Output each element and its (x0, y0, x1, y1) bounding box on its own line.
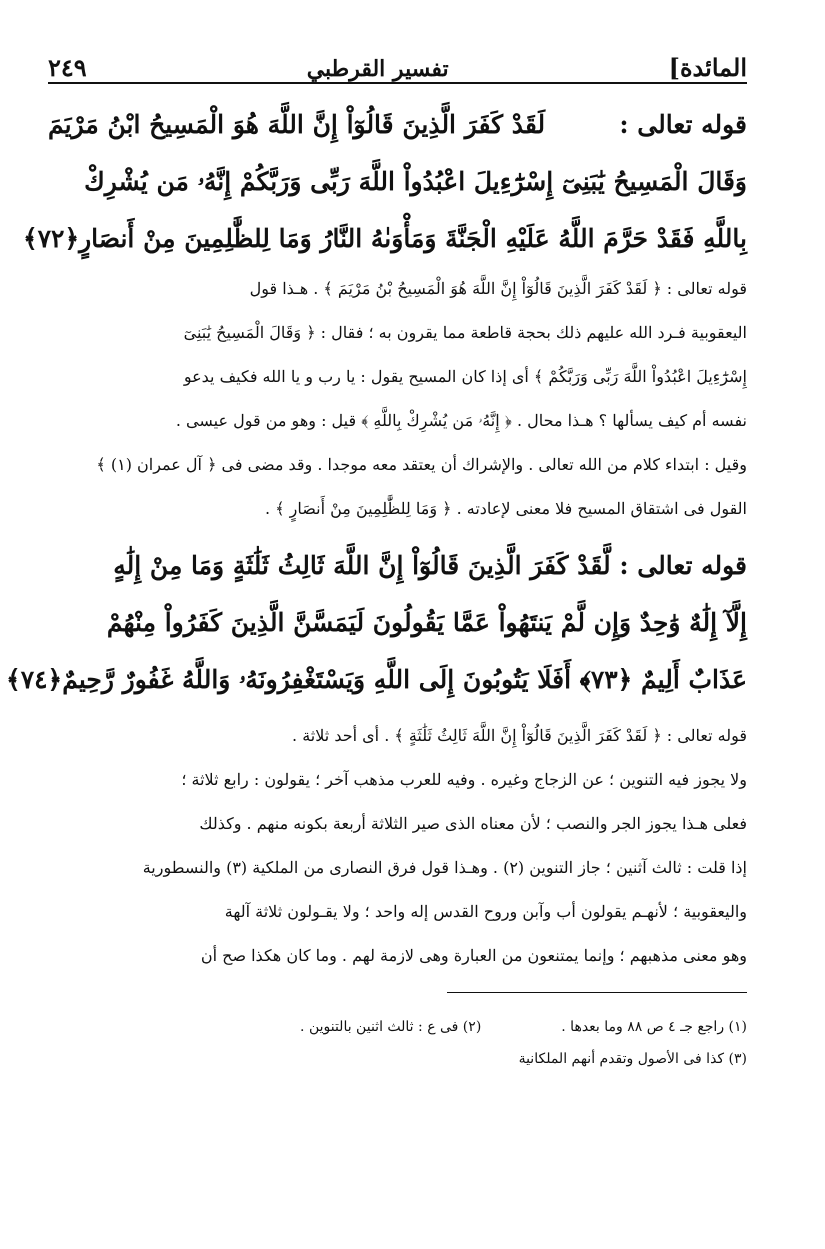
footnote-row (48, 1043, 747, 1075)
footnote-divider (447, 992, 747, 993)
verse-number: ﴿٧٢﴾ (22, 224, 80, 253)
verse-number: ﴿٧٤﴾ (6, 665, 63, 694)
running-header (48, 30, 747, 84)
commentary-line: إِسْرَٰٓءِيلَ اعْبُدُواْ اللَّهَ رَبِّى وَرَبَّكُمْ ﴾ أى إذا كان المسيح يقول : يا رب و يا الله فكيف يدعو (183, 367, 747, 386)
verse-line: إِلَّآ إِلَٰهٌ وَٰحِدٌ وَإِن لَّمْ يَنتَهُواْ عَمَّا يَقُولُونَ لَيَمَسَّنَّ الَّذِينَ كَفَرُواْ مِنْهُمْ (106, 608, 747, 637)
book-title: تفسير القرطبي (306, 56, 449, 82)
commentary-line: قوله تعالى : ﴿ لَقَدْ كَفَرَ الَّذِينَ قَالُوٓاْ إِنَّ اللَّهَ ثَالِثُ ثَلَٰثَةٍ ﴾ . أى أحد ثلاثة . (292, 726, 747, 745)
commentary-line: ولا يجوز فيه التنوين ؛ عن الزجاج وغيره . وفيه للعرب مذهب آخر ؛ يقولون : رابع ثلاثة ؛ (181, 770, 747, 789)
verse-line: قوله تعالى : لَقَدْ كَفَرَ الَّذِينَ قَالُوٓاْ إِنَّ اللَّهَ هُوَ الْمَسِيحُ ابْنُ مَرْيَمَ (48, 110, 747, 139)
footnote-1: (١) راجع جـ ٤ ص ٨٨ وما بعدها . (561, 1019, 747, 1035)
surah-name: المائدة] (668, 53, 747, 82)
verse-line: بِاللَّهِ فَقَدْ حَرَّمَ اللَّهُ عَلَيْهِ الْجَنَّةَ وَمَأْوَىٰهُ النَّارُ وَمَا لِلظَّٰلِمِينَ مِنْ أَنصَارٍ ﴿٧٢﴾ (48, 210, 747, 267)
commentary-line: وهو معنى مذهبهم ؛ وإنما يمتنعون من العبارة وهى لازمة لهم . وما كان هكذا صح أن (200, 946, 747, 965)
footnote-2: (٢) فى ع : ثالث اثنين بالتنوين . (300, 1019, 482, 1035)
page-number: ٢٤٩ (48, 53, 87, 82)
page-body (6, 96, 747, 978)
commentary-line: قوله تعالى : ﴿ لَقَدْ كَفَرَ الَّذِينَ قَالُوٓاْ إِنَّ اللَّهَ هُوَ الْمَسِيحُ بْنُ مَرْيَمَ ﴾ . هـذا قول (249, 279, 747, 298)
verse-line: قوله تعالى : لَّقَدْ كَفَرَ الَّذِينَ قَالُوٓاْ إِنَّ اللَّهَ ثَالِثُ ثَلَٰثَةٍ وَمَا مِنْ إِلَٰهٍ (113, 551, 747, 580)
verse-line: عَذَابٌ أَلِيمٌ ﴿٧٣﴾ أَفَلَا يَتُوبُونَ إِلَى اللَّهِ وَيَسْتَغْفِرُونَهُۥ وَاللَّهُ غَفُورٌ رَّحِيمٌ ﴿٧٤﴾ (48, 651, 747, 708)
commentary-line: اليعقوبية فـرد الله عليهم ذلك بحجة قاطعة مما يقرون به ؛ فقال : ﴿ وَقَالَ الْمَسِيحُ يَٰبَنِىٓ (183, 323, 747, 342)
commentary-line: فعلى هـذا يجوز الجر والنصب ؛ لأن معناه الذى صير الثلاثة أربعة بكونه منهم . وكذلك (199, 814, 747, 833)
commentary-line: إذا قلت : ثالث آثنين ؛ جاز التنوين (٢) . وهـذا قول فرق النصارى من الملكية (٣) والنسطورية (142, 858, 747, 877)
commentary-line: نفسه أم كيف يسألها ؟ هـذا محال . ﴿ إِنَّهُۥ مَن يُشْرِكْ بِاللَّهِ ﴾ قيل : وهو من قول عيسى . (175, 411, 747, 430)
commentary-line: وقيل : ابتداء كلام من الله تعالى . والإشراك أن يعتقد معه موجدا . وقد مضى فى ﴿ آل عمران (١) ﴾ (96, 455, 747, 474)
commentary-line: واليعقوبية ؛ لأنهـم يقولون أب وآبن وروح القدس إله واحد ؛ ولا يقـولون ثلاثة آلهة (224, 902, 747, 921)
commentary-line: القول فى اشتقاق المسيح فلا معنى لإعادته . ﴿ وَمَا لِلظَّٰلِمِينَ مِنْ أَنصَارٍ ﴾ . (265, 499, 747, 518)
footnote-row (48, 1011, 747, 1043)
footnote-3: (٣) كذا فى الأصول وتقدم أنهم الملكانية (518, 1051, 747, 1067)
verse-line: وَقَالَ الْمَسِيحُ يَٰبَنِىٓ إِسْرَٰٓءِيلَ اعْبُدُواْ اللَّهَ رَبِّى وَرَبَّكُمْ إِنَّهُۥ مَن يُشْرِكْ (84, 167, 747, 196)
footnotes (48, 1011, 747, 1075)
